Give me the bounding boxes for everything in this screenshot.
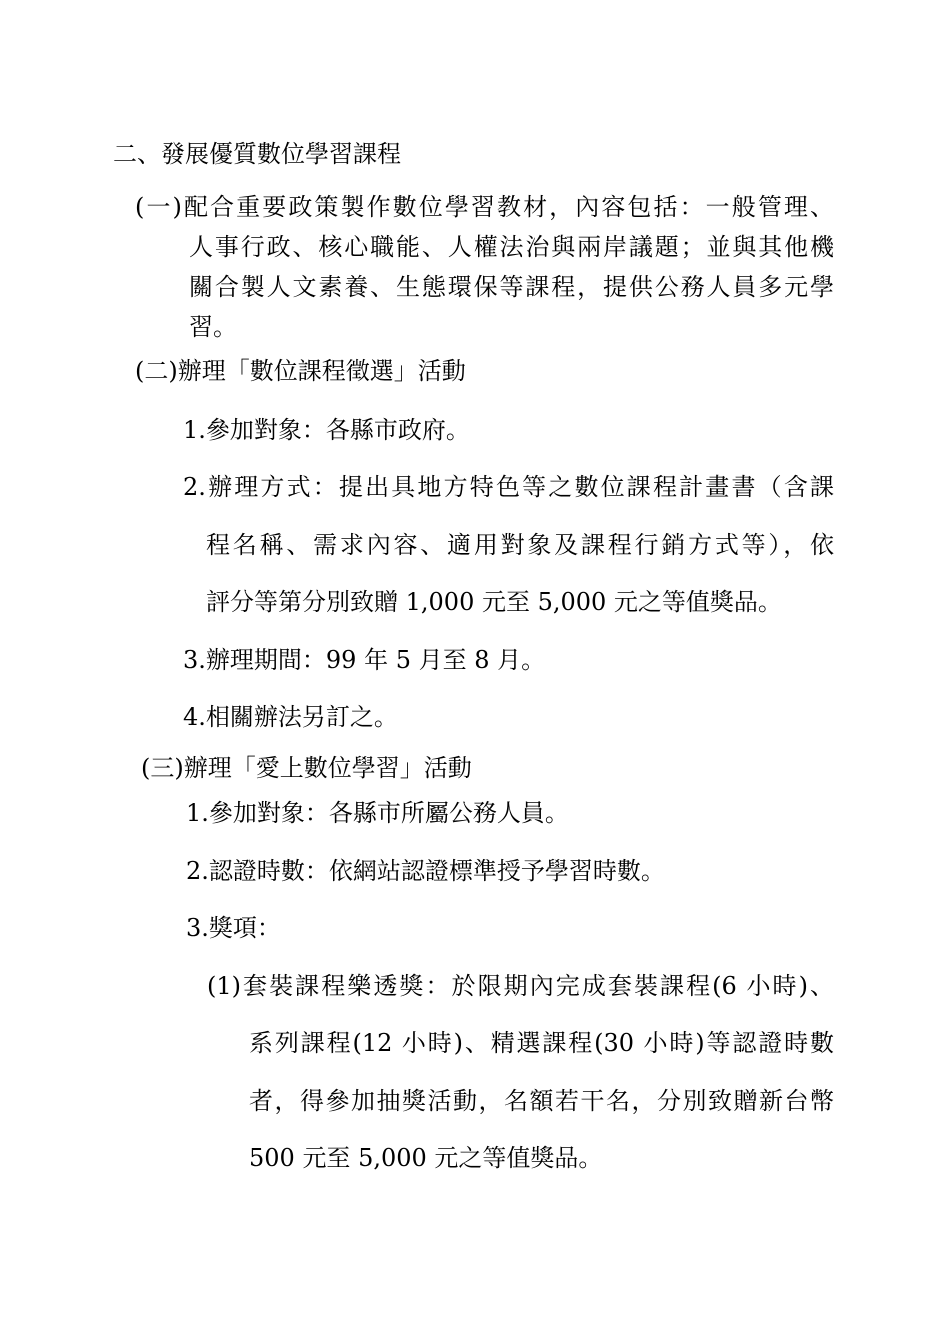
item3-point-3: 3.獎項：	[186, 914, 281, 942]
award-line-1: (1)套裝課程樂透獎：於限期內完成套裝課程(6 小時)、	[207, 972, 834, 1000]
award-line-3: 者，得參加抽獎活動，名額若干名，分別致贈新台幣	[249, 1087, 834, 1115]
item2-point-2-line-1: 2.辦理方式：提出具地方特色等之數位課程計畫書（含課	[183, 473, 834, 501]
section-heading: 二、發展優質數位學習課程	[113, 140, 401, 168]
item2-point-1: 1.參加對象：各縣市政府。	[183, 416, 470, 444]
item3-point-1: 1.參加對象：各縣市所屬公務人員。	[186, 799, 569, 827]
item2-point-2-line-2: 程名稱、需求內容、適用對象及課程行銷方式等），依	[206, 531, 834, 559]
item2-point-4: 4.相關辦法另訂之。	[183, 703, 398, 731]
award-line-4: 500 元至 5,000 元之等值獎品。	[249, 1144, 603, 1172]
award-line-2: 系列課程(12 小時)、精選課程(30 小時)等認證時數	[249, 1029, 834, 1057]
item1-line-1: (一)配合重要政策製作數位學習教材，內容包括：一般管理、	[135, 193, 834, 221]
item2-title: (二)辦理「數位課程徵選」活動	[135, 357, 466, 385]
item1-line-2: 人事行政、核心職能、人權法治與兩岸議題；並與其他機	[189, 233, 834, 261]
item3-point-2: 2.認證時數：依網站認證標準授予學習時數。	[186, 857, 665, 885]
item2-point-2-line-3: 評分等第分別致贈 1,000 元至 5,000 元之等值獎品。	[206, 588, 782, 616]
item1-line-3: 關合製人文素養、生態環保等課程，提供公務人員多元學	[189, 273, 834, 301]
item3-title: (三)辦理「愛上數位學習」活動	[141, 754, 472, 782]
item1-line-4: 習。	[189, 313, 237, 341]
item2-point-3: 3.辦理期間：99 年 5 月至 8 月。	[183, 646, 546, 674]
